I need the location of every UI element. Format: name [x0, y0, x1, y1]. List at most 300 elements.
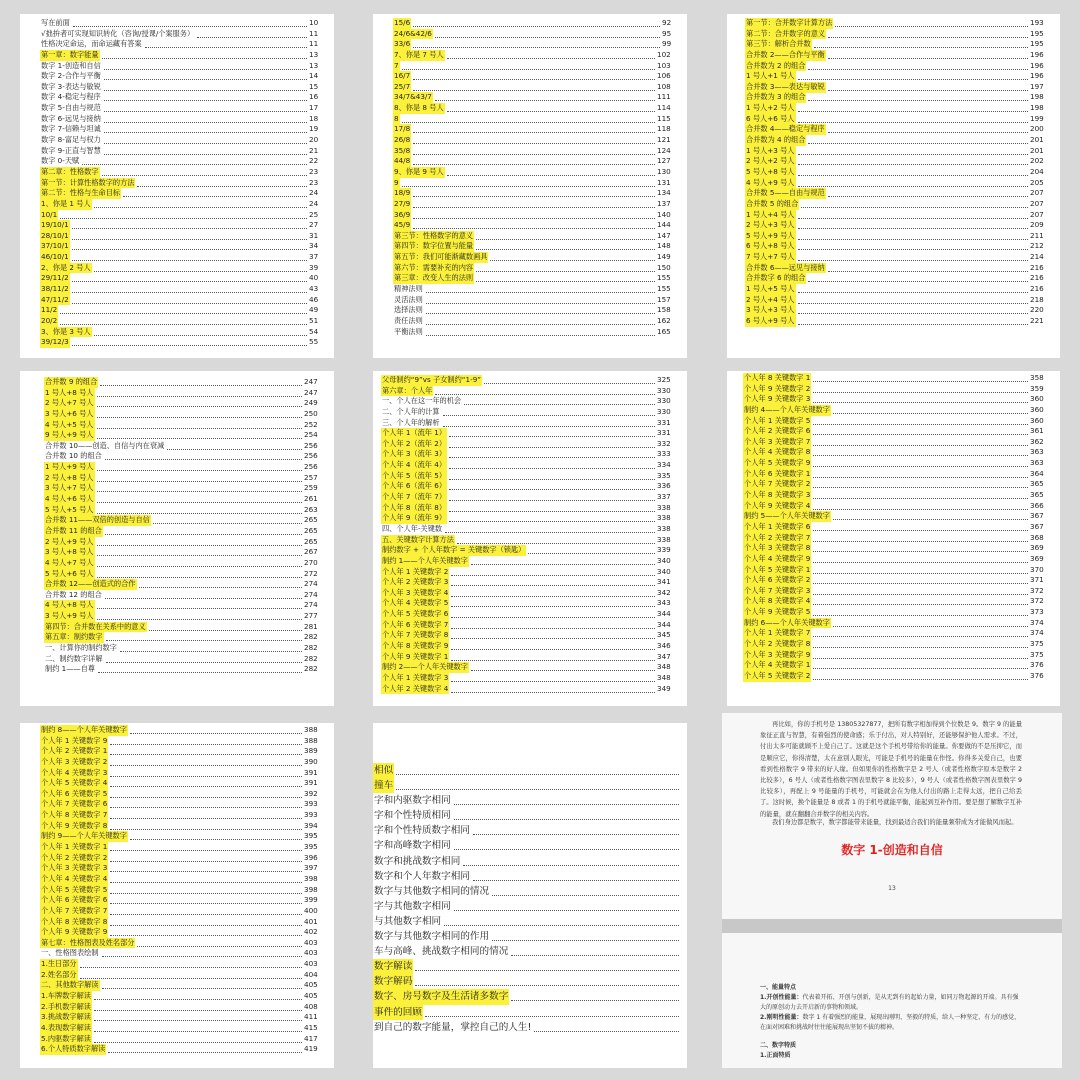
toc-page-number: 196: [1030, 49, 1044, 59]
toc-entry: [727, 447, 1060, 458]
toc-entry-title: 18/9: [394, 188, 411, 198]
toc-entry-title: 责任法则: [394, 315, 423, 325]
toc-entry: [727, 18, 1060, 29]
toc-entry-title: 一、性格图表绘制: [41, 948, 99, 958]
toc-entry: [727, 82, 1060, 93]
toc-entry: [727, 384, 1060, 395]
toc-entry: [727, 458, 1060, 469]
toc-entry: [373, 263, 687, 274]
toc-entry-title: 1 号人+8 号人: [45, 387, 94, 397]
toc-entry: [373, 609, 687, 620]
toc-page-number: 398: [304, 873, 318, 883]
toc-entry-title: 36/9: [394, 209, 411, 219]
toc-entry-title: 个人年 2 关键数字 1: [41, 746, 108, 756]
dot-leader: [110, 810, 302, 819]
dot-leader: [813, 596, 1028, 605]
toc-entry-title: 9、你是 9 号人: [394, 166, 444, 176]
toc-entry: [373, 556, 687, 567]
toc-page-number: 282: [304, 632, 318, 642]
dot-leader: [449, 471, 655, 480]
toc-entry-title: 制约 6——个人年关键数字: [744, 617, 830, 627]
toc-entry: [20, 295, 334, 306]
dot-leader: [123, 188, 307, 197]
dot-leader: [814, 39, 1028, 48]
toc-entry-title: 34/7&43/7: [394, 92, 432, 102]
toc-page-number: 272: [304, 568, 318, 578]
toc-page-number: 21: [309, 145, 319, 155]
dot-leader: [463, 854, 679, 866]
toc-entry: [727, 533, 1060, 544]
toc-entry-title: 11/2: [41, 305, 58, 315]
toc-page-number: 270: [304, 557, 318, 567]
toc-entry: [727, 114, 1060, 125]
dot-leader: [833, 511, 1028, 520]
toc-entry: [373, 305, 687, 316]
dot-leader: [72, 295, 307, 304]
toc-entry: [20, 284, 334, 295]
toc-page-number: 54: [309, 326, 319, 336]
toc-entry-title: 第五章：制约数字: [45, 632, 103, 642]
toc-entry-title: 第二章：性格数字: [41, 166, 99, 176]
toc-page-number: 250: [304, 408, 318, 418]
toc-entry-title: 1、你是 1 号人: [41, 198, 91, 208]
dot-leader: [813, 458, 1028, 467]
toc-entry: [20, 853, 334, 864]
dot-leader: [828, 124, 1028, 133]
toc-entry-title: 合并数 10 的组合: [45, 451, 102, 461]
toc-entry-title: 个人年 8 关键数字 9: [382, 641, 449, 651]
toc-entry: [20, 906, 334, 917]
toc-entry: [727, 596, 1060, 607]
toc-entry: [20, 29, 334, 40]
toc-entry: [373, 503, 687, 514]
dot-leader: [808, 61, 1028, 70]
toc-entry-title: 6 号人+6 号人: [746, 113, 795, 123]
toc-entry-title: 1.车牌数字解读: [41, 991, 91, 1001]
toc-entry-title: 合并数 5 的组合: [746, 198, 799, 208]
toc-entry: [373, 82, 687, 93]
dot-leader: [451, 620, 655, 629]
toc-entry-title: 个人年 7 关键数字 8: [382, 630, 449, 640]
toc-entry: [20, 420, 334, 431]
toc-entry: [373, 407, 687, 418]
toc-entry-title: 制约 8——个人年关键数字: [41, 725, 127, 734]
dot-leader: [82, 156, 307, 165]
toc-entry-title: 27/9: [394, 198, 411, 208]
toc-page-number: 204: [1030, 166, 1044, 176]
toc-page-number: 362: [1030, 436, 1044, 446]
dot-leader: [97, 611, 302, 620]
toc-page-number: 331: [657, 417, 671, 427]
dot-leader: [60, 210, 307, 219]
toc-entry: [20, 537, 334, 548]
toc-page-number: 360: [1030, 394, 1044, 404]
toc-page-number: 338: [657, 502, 671, 512]
toc-entry-title: 个人年 3 关键数字 9: [744, 649, 811, 659]
toc-entry: [373, 241, 687, 252]
dot-leader: [72, 241, 307, 250]
toc-page-number: 195: [1030, 28, 1044, 38]
toc-page-number: 375: [1030, 649, 1044, 659]
toc-entry-title: 19/10/1: [41, 220, 69, 230]
toc-page-number: 337: [657, 492, 671, 502]
toc-page-number: 24: [309, 188, 319, 198]
toc-page-number: 415: [304, 1022, 318, 1032]
dot-leader: [110, 789, 302, 798]
toc-entry: [20, 980, 334, 991]
dot-leader: [798, 71, 1028, 80]
toc-entry-title: 制约 4——个人年关键数字: [744, 404, 830, 414]
toc-page-number: 375: [1030, 639, 1044, 649]
toc-entry-title: 个人年 1 关键数字 2: [382, 566, 449, 576]
toc-entry: [727, 146, 1060, 157]
dot-leader: [425, 1005, 679, 1017]
dot-leader: [798, 146, 1028, 155]
dot-leader: [72, 284, 307, 293]
dot-leader: [447, 50, 655, 59]
toc-entry-title: 2.姓名部分: [41, 969, 77, 979]
toc-page-number: 197: [1030, 81, 1044, 91]
dot-leader: [435, 386, 655, 395]
toc-entry-title: 5 号人+9 号人: [746, 230, 795, 240]
dot-leader: [447, 103, 655, 112]
toc-page-number: 20: [309, 135, 319, 145]
toc-page-number: 157: [657, 294, 671, 304]
toc-entry-title: 1.生日部分: [41, 959, 77, 969]
toc-entry-title: 个人年 9 关键数字 2: [744, 383, 811, 393]
toc-entry: [20, 789, 334, 800]
toc-entry: [727, 671, 1060, 682]
dot-leader: [449, 460, 655, 469]
dot-leader: [451, 598, 655, 607]
toc-entry-title: 第一章：数字能量: [41, 49, 99, 59]
toc-page-number: 363: [1030, 458, 1044, 468]
dot-leader: [130, 831, 302, 840]
list-item: 2.刚明性能量：数字 1 有着强烈的能量，展现出刚明、坚毅的特质，给人一种坚定、有力的感觉，在面对困难和挑战时往往能展现出坚韧不拔的精神。: [760, 1014, 1021, 1031]
toc-page-number: 335: [657, 470, 671, 480]
toc-entry: [20, 231, 334, 242]
toc-page-number: 150: [657, 262, 671, 272]
toc-entry-title: 个人年 3 关键数字 3: [41, 863, 108, 873]
toc-page-number: 27: [309, 220, 319, 230]
toc-page-number: 106: [657, 71, 671, 81]
dot-leader: [415, 974, 679, 986]
dot-leader: [813, 479, 1028, 488]
toc-entry: [373, 673, 687, 684]
dot-leader: [413, 210, 655, 219]
toc-page-number: 31: [309, 230, 319, 240]
toc-entry-title: 合并数 2——合作与平衡: [746, 49, 825, 59]
toc-entry: [727, 554, 1060, 565]
toc-page-1: [20, 14, 334, 358]
toc-page-number: 247: [304, 377, 318, 386]
dot-leader: [449, 428, 655, 437]
toc-entry: [373, 808, 687, 823]
toc-page-number: 221: [1030, 315, 1044, 325]
toc-page-number: 369: [1030, 553, 1044, 563]
toc-entry: [20, 252, 334, 263]
toc-entry-title: 5 号人+6 号人: [45, 568, 94, 578]
toc-entry-title: 相似: [373, 763, 394, 778]
toc-entry-title: 第四节：数字位置与能量: [394, 241, 474, 251]
toc-page-number: 134: [657, 188, 671, 198]
dot-leader: [153, 515, 302, 524]
toc-entry: [727, 586, 1060, 597]
toc-entry-title: 个人年 4 关键数字 1: [744, 660, 811, 670]
dot-leader: [415, 959, 679, 971]
toc-entry: [20, 799, 334, 810]
dot-leader: [476, 263, 655, 272]
dot-leader: [167, 441, 302, 450]
toc-page-number: 274: [304, 579, 318, 589]
toc-entry-title: 第二节：合并数字的意义: [746, 28, 826, 38]
toc-entry: [20, 494, 334, 505]
dot-leader: [449, 503, 655, 512]
toc-entry: [373, 18, 687, 29]
toc-list: [373, 18, 687, 337]
dot-leader: [798, 178, 1028, 187]
toc-entry-title: 第四节：合并数在关系中的意义: [45, 621, 146, 631]
toc-entry-title: 个人年 9 关键数字 4: [744, 500, 811, 510]
toc-entry: [373, 418, 687, 429]
toc-page-number: 218: [1030, 294, 1044, 304]
toc-entry-title: 2 号人+7 号人: [45, 398, 94, 408]
toc-entry-title: 个人年 5 关键数字 1: [744, 564, 811, 574]
toc-entry-title: 第五节：我们可能渐藏数画具: [394, 252, 488, 262]
toc-entry: [373, 114, 687, 125]
toc-entry: [20, 167, 334, 178]
toc-entry-title: 个人年 5 关键数字 4: [41, 778, 108, 788]
toc-entry: [20, 409, 334, 420]
toc-entry-title: 数字 7-信赖与坦诚: [41, 124, 101, 134]
toc-entry: [727, 490, 1060, 501]
toc-entry: [20, 959, 334, 970]
toc-page-number: 19: [309, 124, 319, 134]
dot-leader: [798, 305, 1028, 314]
dot-leader: [451, 630, 655, 639]
toc-entry-title: 性格决定命运，而命运藏有答案: [41, 39, 142, 49]
toc-entry: [373, 146, 687, 157]
toc-entry-title: 2 号人+2 号人: [746, 156, 795, 166]
dot-leader: [473, 823, 679, 835]
dot-leader: [106, 632, 302, 641]
dot-leader: [413, 156, 655, 165]
toc-page-number: 121: [657, 135, 671, 145]
dot-leader: [102, 50, 307, 59]
toc-entry-title: 二、其他数字解读: [41, 980, 99, 990]
toc-page-number: 265: [304, 536, 318, 546]
toc-entry: [373, 39, 687, 50]
toc-page-number: 13: [309, 49, 319, 59]
toc-page-number: 23: [309, 166, 319, 176]
toc-page-number: 207: [1030, 209, 1044, 219]
toc-entry-title: 与其他数字相同: [374, 915, 442, 927]
dot-leader: [402, 61, 655, 70]
toc-page-number: 363: [1030, 447, 1044, 457]
toc-entry: [727, 220, 1060, 231]
toc-page-5: [373, 371, 687, 706]
dot-leader: [104, 114, 307, 123]
toc-page-number: 99: [662, 39, 672, 49]
dot-leader: [97, 473, 302, 482]
toc-entry: [373, 199, 687, 210]
toc-page-number: 344: [657, 619, 671, 629]
list-item: 1.开创性能量：代表着开拓、开创与创新，是从无到有的起始力量，如同万物起源的开端。具有强大的原创动力去开启新的事物和领域。: [760, 994, 1019, 1011]
toc-entry-title: 合并数 12——创造式的合作: [45, 579, 136, 589]
toc-page-number: 216: [1030, 273, 1044, 283]
toc-entry: [727, 50, 1060, 61]
toc-entry: [727, 39, 1060, 50]
toc-page-number: 391: [304, 767, 318, 777]
toc-entry: [373, 167, 687, 178]
dot-leader: [454, 808, 679, 820]
dot-leader: [828, 29, 1028, 38]
toc-entry: [373, 684, 687, 695]
toc-page-number: 22: [309, 156, 319, 166]
toc-entry: [727, 284, 1060, 295]
toc-entry-title: 个人年 5 关键数字 9: [744, 458, 811, 468]
toc-entry: [373, 71, 687, 82]
toc-entry-title: 个人年 7 关键数字 2: [744, 479, 811, 489]
toc-entry: [20, 337, 334, 348]
dot-leader: [828, 82, 1028, 91]
dot-leader: [110, 895, 302, 904]
dot-leader: [798, 220, 1028, 229]
toc-entry: [20, 632, 334, 643]
dot-leader: [98, 664, 302, 673]
dot-leader: [102, 948, 302, 957]
toc-page-number: 404: [304, 969, 318, 979]
toc-page-number: 256: [304, 462, 318, 472]
dot-leader: [72, 220, 307, 229]
toc-entry-title: 28/10/1: [41, 230, 69, 240]
dot-leader: [110, 917, 302, 926]
toc-page-number: 376: [1030, 670, 1044, 680]
dot-leader: [476, 241, 655, 250]
dot-leader: [104, 71, 307, 80]
toc-list: [20, 18, 334, 348]
section-heading: 一、能量特点: [760, 984, 797, 991]
dot-leader: [451, 673, 655, 682]
toc-entry: [20, 220, 334, 231]
toc-page-number: 165: [657, 326, 671, 336]
toc-entry-title: 合并数 12 的组合: [45, 589, 102, 599]
toc-page-number: 371: [1030, 575, 1044, 585]
body-paragraph: 再比如，你的手机号是 13805327877，把所有数字相加得到个位数是 9。数字 9 的能量象征正直与智慧，有着强烈的使命感；乐于付出，对人特别好，还能够保护他人需求。不过，付出太多可能就顾不上爱自己了。这就是这个手机号带给你的能量。你要做的不是压抑它，而是顺应它，你得清楚，太在意别人眼光，可能是手机号的能量在作怪。你得多关爱自己，也要看到性格数字 9 带来的好人缘。但如果你的性格数字是 2 号人（或者性格数字原本是数字 2 比较多），6 号人（或者性格数字图表里数字 8 比较多），9 号人（或者性格数字图表里数字 9 比较多），再配上 9 号能量的手机号，可能就会在为他人付出的路上走得太远，把自己给丢了。这时候，换个能量是 8 或者 1 的手机号就能平衡，能起到互补作用。要是想了解数字互补的能量，就在翻翻合并数字的相关内容。: [760, 721, 1022, 818]
dot-leader: [60, 316, 307, 325]
toc-entry-title: 6 号人+9 号人: [746, 315, 795, 325]
toc-entry: [20, 241, 334, 252]
toc-entry: [20, 441, 334, 452]
toc-page-number: 144: [657, 220, 671, 230]
toc-page-number: 201: [1030, 145, 1044, 155]
toc-entry: [20, 917, 334, 928]
dot-leader: [97, 398, 302, 407]
toc-page-number: 155: [657, 284, 671, 294]
dot-leader: [105, 451, 302, 460]
toc-entry-title: 合并数 10——创造、自信与内在衰减: [45, 440, 165, 450]
toc-entry-title: 个人年 8 关键数字 3: [744, 490, 811, 500]
page-divider: [722, 919, 1062, 933]
toc-page-number: 13: [309, 60, 319, 70]
toc-list: [20, 725, 334, 1055]
dot-leader: [110, 874, 302, 883]
dot-leader: [833, 405, 1028, 414]
toc-page-number: 411: [304, 1012, 318, 1022]
dot-leader: [137, 938, 302, 947]
toc-entry-title: 到自己的数字能量，掌控自己的人生!: [374, 1021, 532, 1033]
toc-entry-title: 2 号人+9 号人: [45, 536, 94, 546]
toc-entry-title: 个人年 8 关键数字 7: [41, 810, 108, 820]
toc-list: [727, 18, 1060, 327]
toc-entry: [373, 524, 687, 535]
toc-entry: [373, 598, 687, 609]
toc-page-7: [20, 723, 334, 1068]
dot-leader: [80, 970, 302, 979]
dot-leader: [813, 416, 1028, 425]
dot-leader: [476, 231, 655, 240]
toc-entry-title: 1 号人+4 号人: [746, 209, 795, 219]
dot-leader: [110, 863, 302, 872]
dot-leader: [798, 231, 1028, 240]
toc-entry: [727, 61, 1060, 72]
dot-leader: [97, 547, 302, 556]
dot-leader: [449, 513, 655, 522]
toc-entry: [727, 188, 1060, 199]
dot-leader: [110, 778, 302, 787]
toc-entry: [20, 39, 334, 50]
toc-entry: [373, 316, 687, 327]
toc-page-number: 347: [657, 651, 671, 661]
toc-entry-title: 9 号人+9 号人: [45, 430, 94, 440]
toc-entry: [373, 492, 687, 503]
dot-leader: [110, 821, 302, 830]
dot-leader: [449, 449, 655, 458]
dot-leader: [104, 146, 307, 155]
dot-leader: [97, 537, 302, 546]
toc-entry-title: 45/9: [394, 220, 411, 230]
toc-entry: [20, 515, 334, 526]
dot-leader: [97, 462, 302, 471]
toc-entry-title: 字与其他数字相同: [374, 900, 451, 912]
toc-page-2: [373, 14, 687, 358]
toc-entry-title: 个人年 1 关键数字 9: [41, 735, 108, 745]
toc-entry: [20, 327, 334, 338]
toc-entry-title: 3.挑战数字解读: [41, 1012, 91, 1022]
toc-entry-title: 字和个性特质相同: [374, 810, 451, 822]
toc-entry-title: 15/6: [394, 18, 411, 27]
toc-entry-title: 车与高峰、挑战数字相同的情况: [374, 946, 509, 958]
dot-leader: [413, 220, 655, 229]
toc-entry-title: 个人年 1 关键数字 6: [744, 521, 811, 531]
toc-entry-title: 个人年 5 关键数字 2: [744, 670, 811, 680]
dot-leader: [104, 124, 307, 133]
toc-entry: [373, 439, 687, 450]
toc-entry-title: 数字 6-远见与接纳: [41, 113, 101, 123]
dot-leader: [413, 18, 660, 27]
toc-entry-title: 33/6: [394, 39, 411, 49]
toc-entry-title: 2 号人+8 号人: [45, 472, 94, 482]
dot-leader: [449, 481, 655, 490]
toc-entry-title: 精神法则: [394, 284, 423, 294]
toc-entry: [20, 473, 334, 484]
toc-entry-title: 合并数字 6 的组合: [746, 273, 806, 283]
toc-page-number: 265: [304, 525, 318, 535]
dot-leader: [828, 263, 1028, 272]
dot-leader: [813, 660, 1028, 669]
toc-entry: [20, 92, 334, 103]
toc-entry-title: 4 号人+5 号人: [45, 419, 94, 429]
